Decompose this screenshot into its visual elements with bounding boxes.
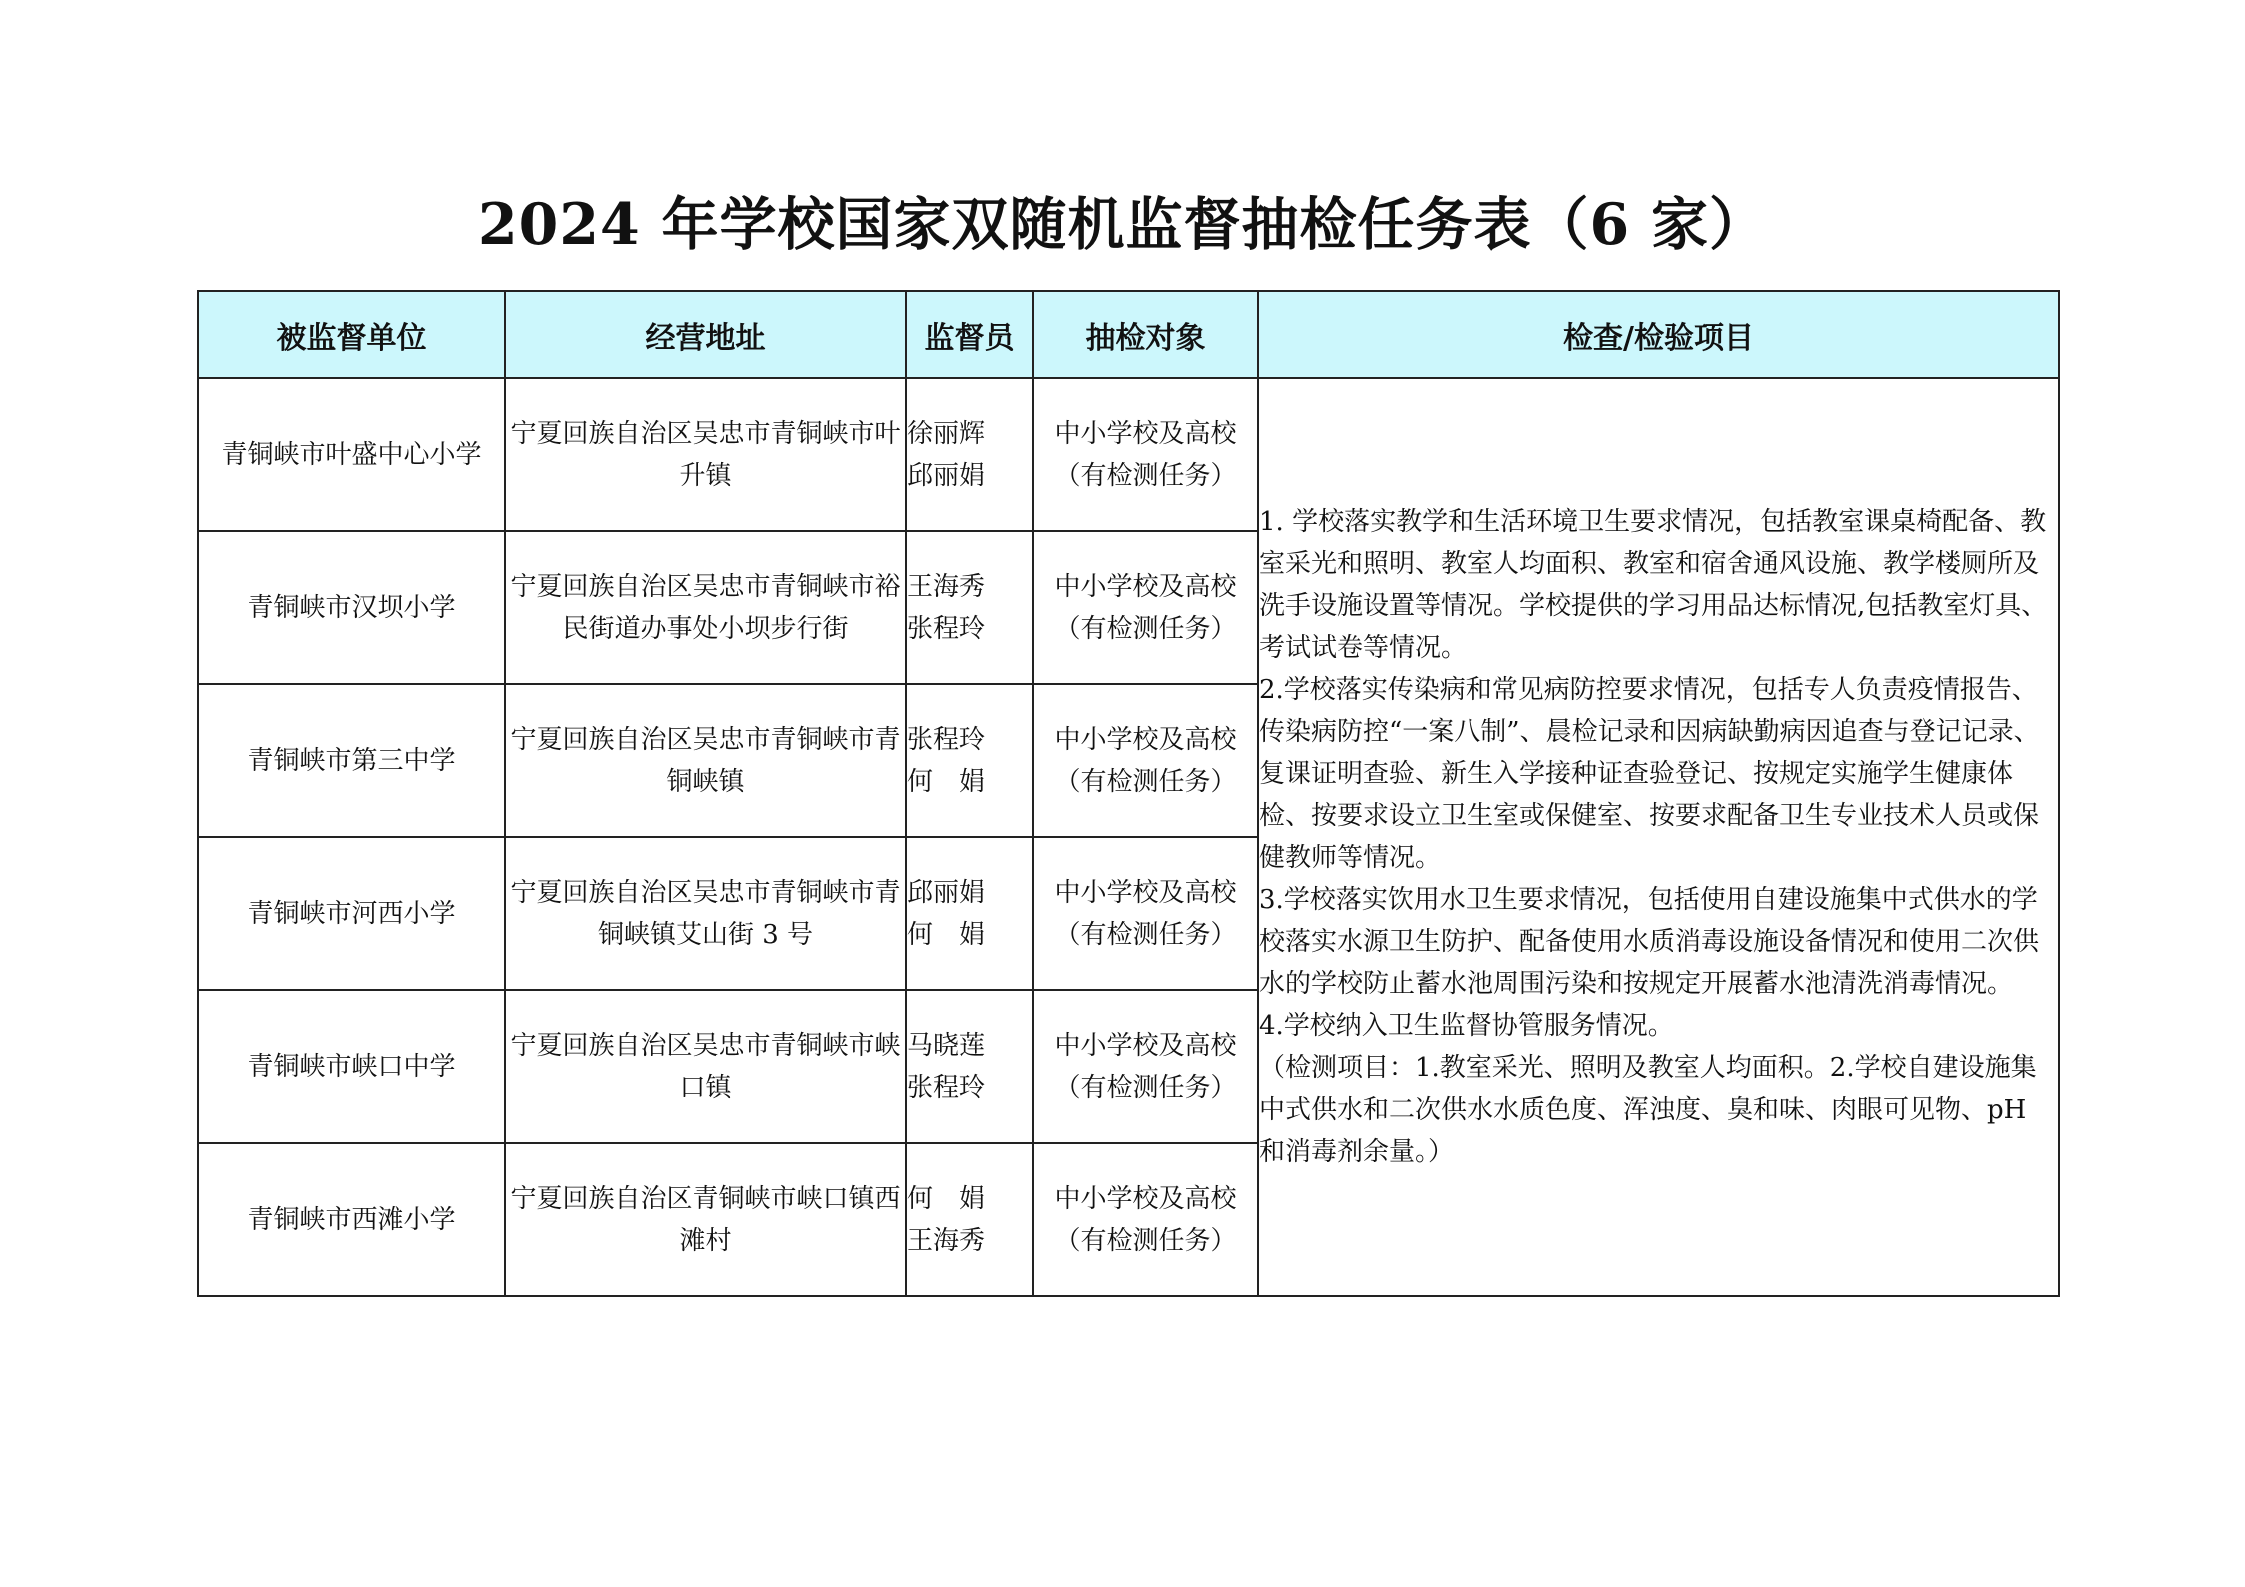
table-row <box>198 378 2059 531</box>
inspection-item-2: 2.学校落实传染病和常见病防控要求情况，包括专人负责疫情报告、传染病防控“一案八制”、晨检记录和因病缺勤病因追查与登记记录、复课证明查验、新生入学接种证查验登记、按规定实施学生健康体检、按要求设立卫生室或保健室、按要求配备卫生专业技术人员或保健教师等情况。 <box>1259 675 2040 873</box>
cell-object: 中小学校及高校（有检测任务） <box>1033 837 1258 990</box>
cell-address: 宁夏回族自治区吴忠市青铜峡市青铜峡镇 <box>505 684 906 837</box>
header-address: 经营地址 <box>505 291 906 378</box>
inspection-item-1: 1. 学校落实教学和生活环境卫生要求情况，包括教室课桌椅配备、教室采光和照明、教室人均面积、教室和宿舍通风设施、教学楼厕所及洗手设施设置等情况。学校提供的学习用品达标情况,包括教室灯具、考试试卷等情况。 <box>1259 507 2048 663</box>
cell-object: 中小学校及高校（有检测任务） <box>1033 378 1258 531</box>
cell-object: 中小学校及高校（有检测任务） <box>1033 531 1258 684</box>
cell-address: 宁夏回族自治区吴忠市青铜峡市峡口镇 <box>505 990 906 1143</box>
header-inspectors: 监督员 <box>906 291 1033 378</box>
header-inspection-items: 检查/检验项目 <box>1258 291 2059 378</box>
cell-inspection-items <box>1258 378 2059 1296</box>
cell-inspectors: 何 娟 王海秀 <box>906 1143 1033 1296</box>
cell-unit: 青铜峡市第三中学 <box>198 684 505 837</box>
inspection-item-4: 4.学校纳入卫生监督协管服务情况。 <box>1259 1011 1674 1041</box>
cell-unit: 青铜峡市河西小学 <box>198 837 505 990</box>
cell-object: 中小学校及高校（有检测任务） <box>1033 1143 1258 1296</box>
cell-unit: 青铜峡市峡口中学 <box>198 990 505 1143</box>
cell-inspectors: 张程玲 何 娟 <box>906 684 1033 837</box>
header-unit: 被监督单位 <box>198 291 505 378</box>
cell-inspectors: 马晓莲 张程玲 <box>906 990 1033 1143</box>
cell-unit: 青铜峡市汉坝小学 <box>198 531 505 684</box>
cell-inspectors: 王海秀 张程玲 <box>906 531 1033 684</box>
cell-inspectors: 邱丽娟 何 娟 <box>906 837 1033 990</box>
cell-address: 宁夏回族自治区吴忠市青铜峡市裕民街道办事处小坝步行街 <box>505 531 906 684</box>
cell-address: 宁夏回族自治区吴忠市青铜峡市叶升镇 <box>505 378 906 531</box>
cell-unit: 青铜峡市西滩小学 <box>198 1143 505 1296</box>
inspection-task-table <box>197 290 2060 1297</box>
header-object: 抽检对象 <box>1033 291 1258 378</box>
cell-object: 中小学校及高校（有检测任务） <box>1033 990 1258 1143</box>
cell-object: 中小学校及高校（有检测任务） <box>1033 684 1258 837</box>
table-header-row <box>198 291 2059 378</box>
cell-unit: 青铜峡市叶盛中心小学 <box>198 378 505 531</box>
cell-address: 宁夏回族自治区吴忠市青铜峡市青铜峡镇艾山街 3 号 <box>505 837 906 990</box>
inspection-item-3: 3.学校落实饮用水卫生要求情况，包括使用自建设施集中式供水的学校落实水源卫生防护、配备使用水质消毒设施设备情况和使用二次供水的学校防止蓄水池周围污染和按规定开展蓄水池清洗消毒情况。 <box>1259 885 2040 999</box>
inspection-test-note: （检测项目：1.教室采光、照明及教室人均面积。2.学校自建设施集中式供水和二次供水水质色度、浑浊度、臭和味、肉眼可见物、pH 和消毒剂余量。） <box>1259 1053 2037 1167</box>
page-title: 2024 年学校国家双随机监督抽检任务表（6 家） <box>478 191 1767 258</box>
cell-address: 宁夏回族自治区青铜峡市峡口镇西滩村 <box>505 1143 906 1296</box>
cell-inspectors: 徐丽辉 邱丽娟 <box>906 378 1033 531</box>
